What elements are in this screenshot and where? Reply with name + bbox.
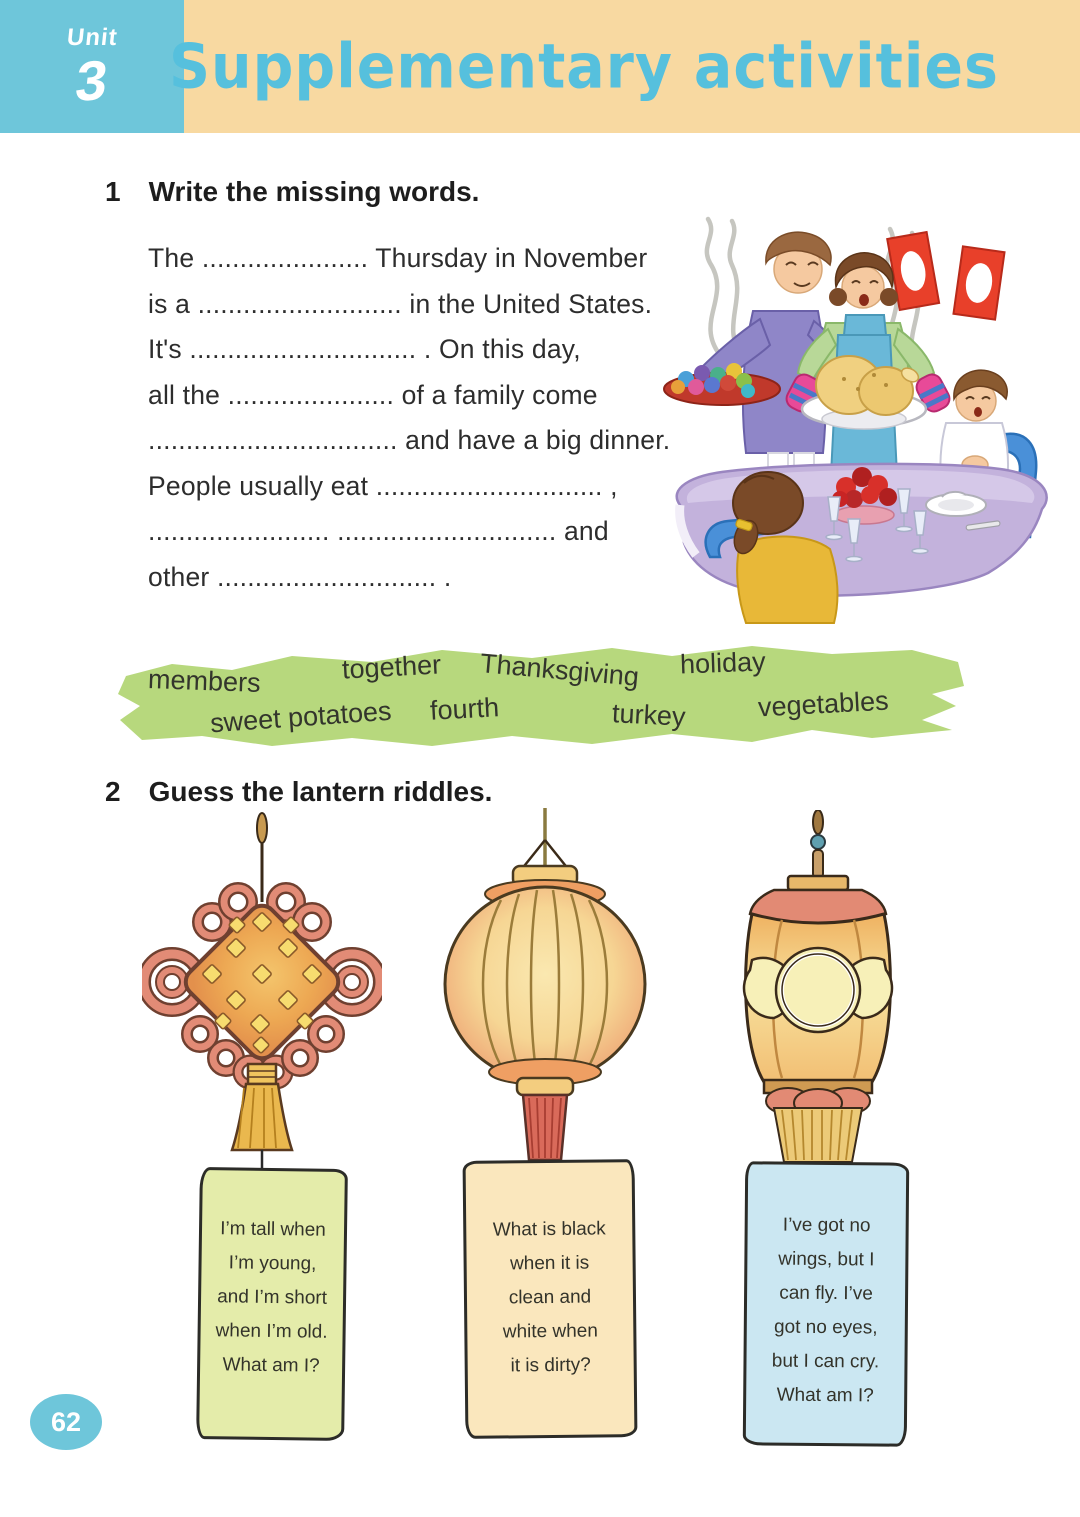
unit-box: [0, 0, 184, 133]
exercise2-title: Guess the lantern riddles.: [148, 776, 493, 807]
picture-frame-icon: [953, 246, 1004, 319]
word-bank: [112, 642, 972, 752]
riddle-card-3: [743, 1161, 909, 1446]
fill-line: all the ...................... of a family come: [148, 379, 598, 410]
word-bank-word: members: [147, 664, 262, 698]
word-bank-word: turkey: [611, 698, 687, 732]
fringe-icon: [523, 1095, 567, 1160]
riddle-line: but I can cry.: [771, 1350, 880, 1373]
palace-lantern-icon: [698, 810, 938, 1170]
unit-label: Unit: [65, 23, 119, 51]
riddle-line: it is dirty?: [510, 1354, 591, 1377]
family-thanksgiving-dinner-illustration: [648, 203, 1068, 627]
fill-line: The ...................... Thursday in November: [148, 243, 648, 273]
riddle-line: wings, but I: [778, 1248, 875, 1271]
riddle-line: can fly. I’ve: [779, 1282, 873, 1305]
page-title: Supplementary activities: [169, 30, 999, 103]
round-paper-lantern-icon: [425, 808, 665, 1168]
exercise1-title: Write the missing words.: [148, 176, 480, 207]
exercise2-number: 2: [105, 776, 121, 807]
exercise2-heading: [105, 776, 492, 808]
riddle-line: white when: [502, 1320, 598, 1343]
fill-line: other ............................. .: [148, 561, 452, 592]
riddle-line: What is black: [492, 1218, 606, 1241]
exercise1-number: 1: [105, 176, 121, 207]
riddle-line: got no eyes,: [773, 1316, 878, 1339]
page-number: 62: [50, 1406, 82, 1437]
riddle-line: and I’m short: [217, 1286, 328, 1309]
riddle-line: What am I?: [776, 1384, 874, 1407]
word-bank-word: fourth: [429, 692, 500, 726]
word-bank-word: sweet potatoes: [209, 695, 393, 739]
riddle-line: when I’m old.: [215, 1320, 328, 1343]
fill-line: It's .............................. . On this day,: [148, 334, 581, 364]
chinese-knot-lantern-icon: [142, 810, 382, 1170]
fill-line: People usually eat .............................. ,: [148, 470, 618, 501]
fringe-icon: [774, 1108, 862, 1162]
riddle-line: I’m tall when: [220, 1218, 326, 1241]
word-bank-word: Thanksgiving: [479, 648, 641, 692]
fill-in-paragraph: [148, 236, 733, 600]
header-banner: [169, 0, 1080, 133]
unit-number: 3: [72, 47, 112, 113]
riddle-line: when it is: [509, 1252, 590, 1275]
riddle-card-2: [463, 1159, 638, 1439]
riddle-card-1: [196, 1167, 348, 1441]
word-bank-word: vegetables: [757, 685, 890, 723]
fill-line: ................................. and have a big dinner.: [148, 425, 671, 455]
word-bank-word: together: [341, 649, 442, 685]
riddle-line: clean and: [508, 1286, 592, 1309]
fill-line: ........................ ............................. and: [148, 516, 609, 546]
exercise1-heading: [105, 176, 479, 208]
fill-line: is a ........................... in the United States.: [148, 288, 653, 319]
riddle-line: I’m young,: [228, 1252, 317, 1275]
page-number-badge: [30, 1394, 102, 1450]
word-bank-word: holiday: [679, 646, 767, 680]
riddle-line: I’ve got no: [782, 1214, 871, 1237]
riddle-line: What am I?: [222, 1354, 320, 1377]
